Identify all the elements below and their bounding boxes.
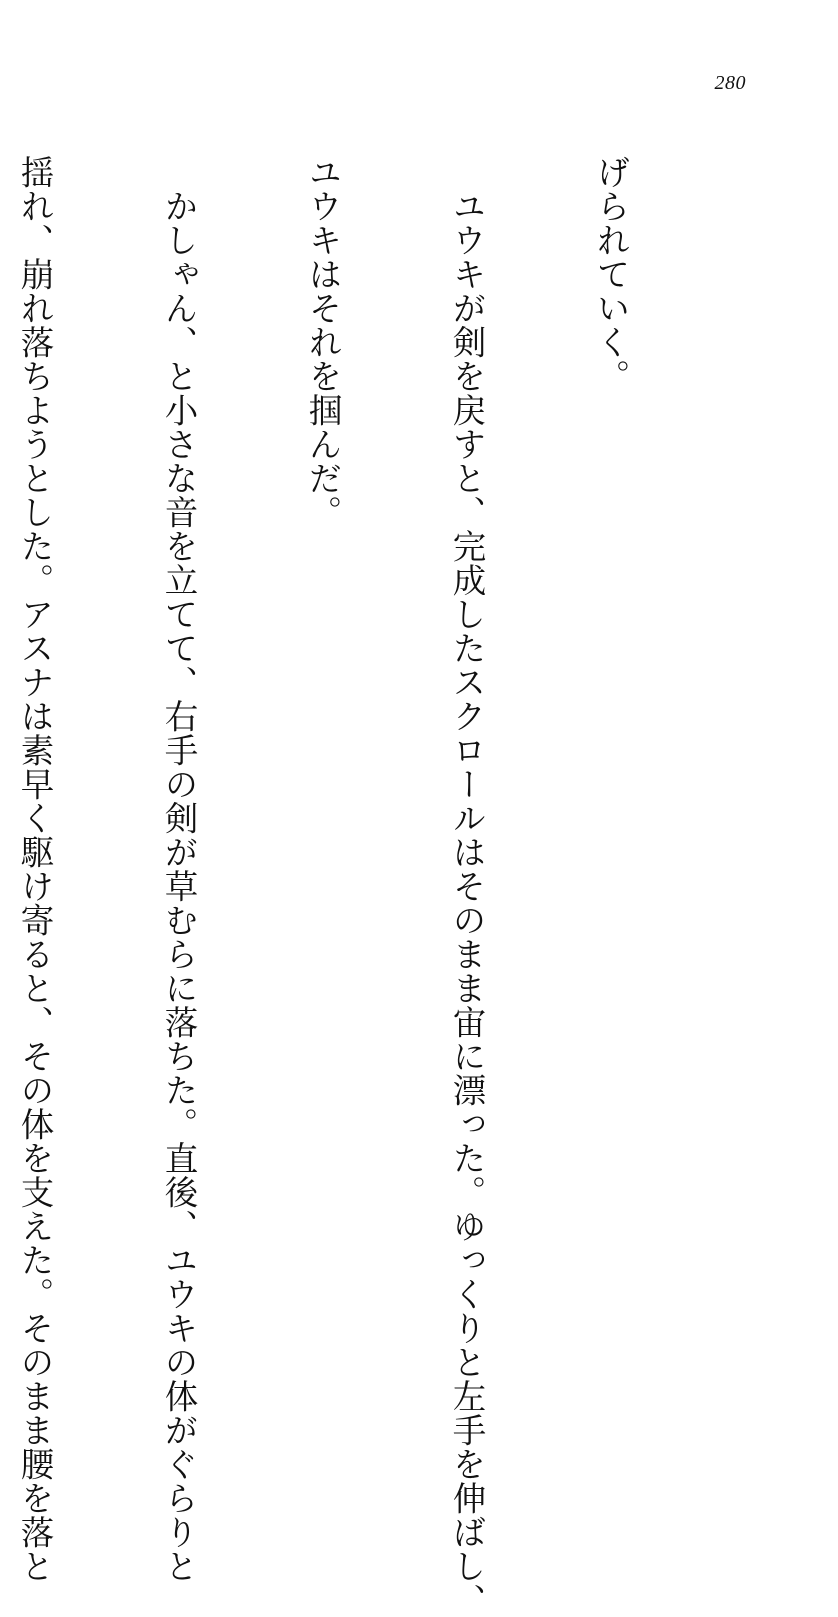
text-line: かしゃん、と小さな音を立てて、右手の剣が草むらに落ちた。直後、ユウキの体がぐらりと (159, 155, 198, 1583)
page-number: 280 (714, 72, 746, 94)
text-line: ユウキが剣を戻すと、完成したスクロールはそのまま宙に漂った。ゆっくりと左手を伸ばし、 (447, 155, 486, 1617)
text-line: 揺れ、崩れ落ちようとした。アスナは素早く駆け寄ると、その体を支えた。そのまま腰を落と (15, 155, 54, 1583)
text-line: げられていく。 (591, 155, 630, 393)
text-line: ユウキはそれを掴んだ。 (303, 155, 342, 529)
body-text (0, 155, 730, 1617)
